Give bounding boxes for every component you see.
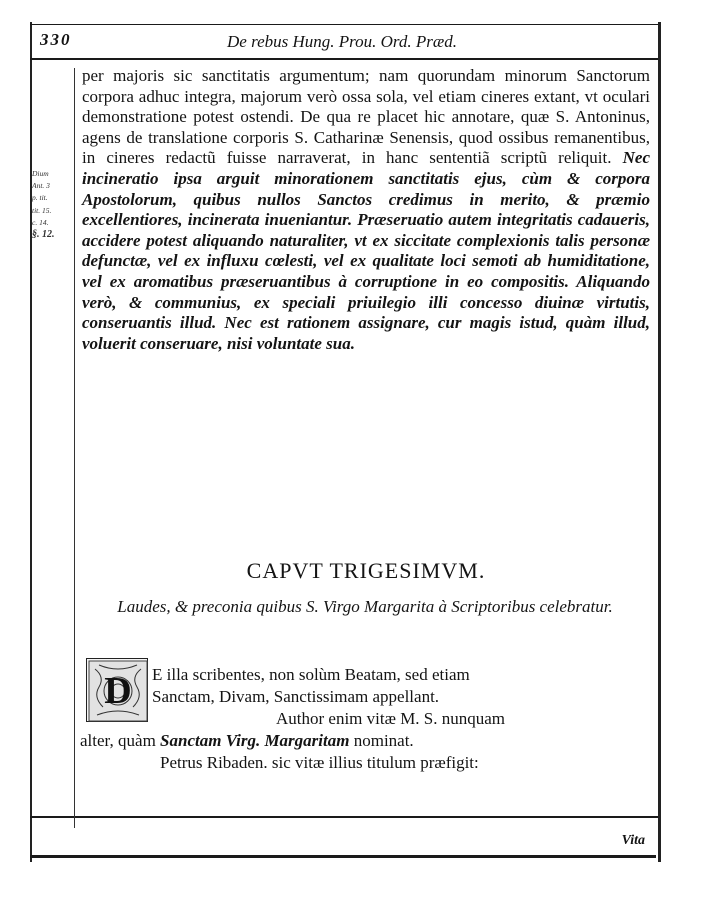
body-paragraph	[82, 66, 650, 354]
body-roman-text: per majoris sic sanctitatis argumentum; nam quorundam minorum Sanctorum corpora adhuc integra, majorum verò ossa sola, vel etiam cineres extant, vt oculari demonstratione potest ostendi. De qua re placet hic annotare, quæ S. Antoninus, agens de translatione corporis S. Catharinæ Senensis, quod ossibus remanentibus, in cineres redactũ fuisse narraverat, in hanc sententiã scriptũ reliquit.	[82, 66, 650, 168]
opening-line: Author enim vitæ M. S. nunquam	[276, 709, 506, 728]
opening-text: alter, quàm	[80, 731, 156, 750]
margin-note	[32, 168, 72, 241]
catchword: Vita	[621, 833, 645, 848]
opening-paragraph	[80, 665, 646, 774]
top-thin-rule	[30, 24, 658, 25]
margin-note-line: tit. 15.	[32, 205, 52, 215]
opening-line	[80, 730, 646, 752]
opening-text: nominat.	[353, 731, 414, 750]
chapter-heading: CAPVT TRIGESIMVM.	[246, 558, 486, 583]
opening-italic-name: Sanctam Virg. Margaritam	[160, 731, 350, 750]
margin-note-line: p. tit.	[32, 193, 48, 203]
chapter-subtitle: Laudes, & preconia quibus S. Virgo Margarita à Scriptoribus celebratur.	[117, 597, 613, 616]
margin-column	[30, 68, 75, 828]
opening-line: Sanctam, Divam, Sanctissimam appellant.	[152, 687, 440, 706]
initial-letter: D	[104, 670, 132, 712]
page-number: 330	[40, 30, 72, 49]
footer-rule	[30, 816, 658, 818]
running-header	[32, 30, 652, 60]
running-title: De rebus Hung. Prou. Ord. Præd.	[227, 32, 457, 51]
margin-note-line: c. 14.	[32, 217, 49, 227]
bottom-rule	[30, 855, 656, 858]
margin-note-line: Dium	[32, 169, 49, 178]
opening-line: Petrus Ribaden. sic vitæ illius titulum præfigit:	[160, 753, 479, 772]
margin-note-line: §. 12.	[32, 229, 55, 241]
body-italic-quotation: Nec incineratio ipsa arguit minorationem sanctitatis ejus, cùm & corpora Apostolorum, quibus nullos Sanctos credimus in merito, & præmio excellentiores, incinerata inueniantur. Præseruatio autem integritatis cadaueris, accidere potest aliquando naturaliter, vt ex siccitate complexionis talis personæ defunctæ, vel ex influxu cœlesti, vel ex qualitate loci semoti ab humiditatione, vel ex aromatibus præseruantibus à corruptione in eo compositis. Aliquando verò, & communius, ex speciali priuilegio illi concesso diuinæ virtutis, conseruantis illud. Nec est rationem assignare, cur magis istud, quàm illud, voluerit conseruare, nisi voluntate sua.	[82, 148, 650, 353]
margin-note-line: Ant. 3	[32, 181, 50, 191]
opening-line: E illa scribentes, non solùm Beatam, sed etiam	[152, 665, 470, 684]
